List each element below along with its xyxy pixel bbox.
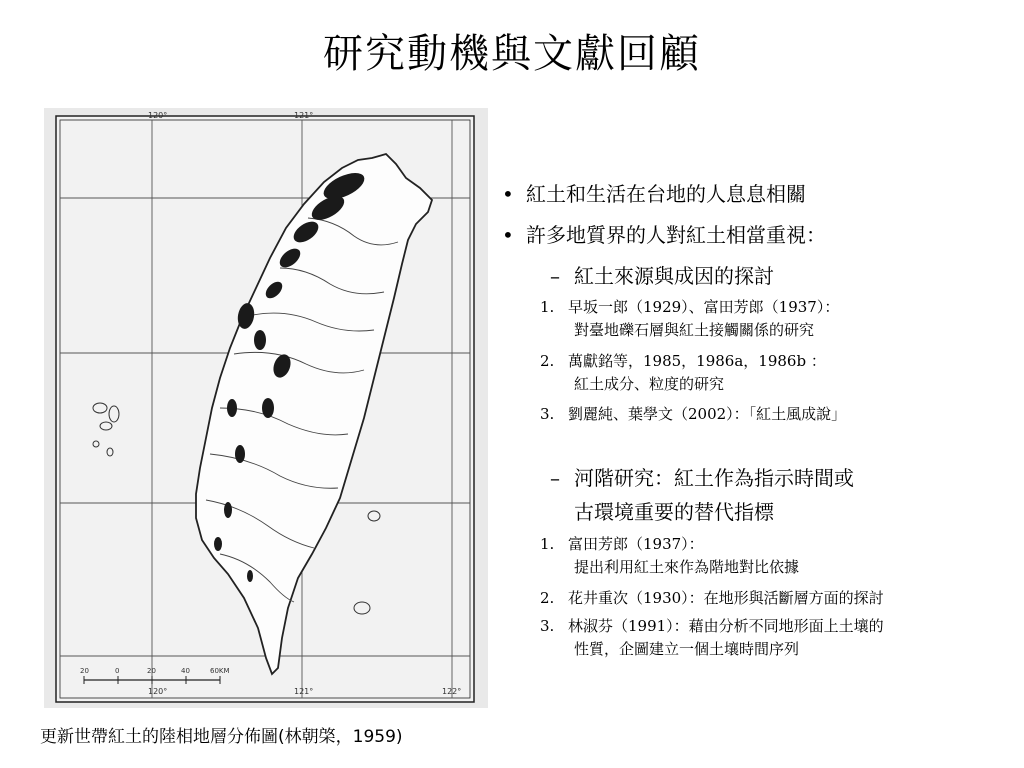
section-1-ref-3	[540, 403, 846, 424]
ref-line2: 對臺地礫石層與紅土接觸關係的研究	[574, 321, 815, 339]
section-2-ref-3	[540, 615, 884, 659]
text-content	[502, 0, 1017, 768]
section-2-ref-1	[540, 533, 799, 577]
ref-number: 1.	[540, 298, 555, 316]
ref-line1: 劉麗純、葉學文（2002）：「紅土風成說」	[568, 405, 847, 423]
ref-number: 2.	[540, 352, 555, 370]
lon-label-top-121: 121°	[294, 111, 314, 120]
ref-line1: 萬獻銘等，1985，1986a，1986b ：	[568, 352, 826, 370]
ref-line1: 富田芳郎（1937）：	[568, 535, 704, 553]
section-2-heading-line-2: 古環境重要的替代指標	[574, 500, 774, 524]
lon-label-top-120: 120°	[148, 111, 168, 120]
slide-title: 研究動機與文獻回顧	[323, 31, 701, 77]
scale-label-0: 20	[80, 667, 89, 675]
bullet-marker: •	[502, 223, 514, 247]
map-caption: 更新世帶紅土的陸相地層分佈圖(林朝棨，1959)	[40, 727, 403, 747]
scale-label-2: 20	[147, 667, 156, 675]
ref-number: 3.	[540, 617, 555, 635]
ref-line2: 性質，企圖建立一個土壤時間序列	[574, 640, 800, 658]
bullet-text: 許多地質界的人對紅土相當重視：	[526, 223, 826, 247]
scale-label-3: 40	[181, 667, 190, 675]
section-marker: –	[550, 264, 560, 288]
taiwan-laterite-map	[44, 108, 488, 708]
scale-label-1: 0	[115, 667, 120, 675]
ref-number: 2.	[540, 589, 555, 607]
section-1-ref-2	[540, 350, 826, 394]
ref-line1: 早坂一郎（1929）、富田芳郎（1937）：	[568, 298, 840, 316]
section-2-heading	[550, 462, 854, 491]
section-1-heading	[550, 260, 774, 289]
section-1-ref-1	[540, 296, 839, 340]
lon-label-bottom-122: 122°	[442, 687, 462, 696]
lon-label-bottom-121: 121°	[294, 687, 314, 696]
ref-line1: 林淑芬（1991）：藉由分析不同地形面上土壤的	[568, 617, 884, 635]
ref-line2: 紅土成分、粒度的研究	[574, 375, 725, 393]
map-figure	[44, 108, 488, 708]
section-2-ref-2	[540, 587, 884, 608]
section-heading-line: 紅土來源與成因的探討	[574, 264, 774, 288]
ref-number: 3.	[540, 405, 555, 423]
scale-label-4: 60KM	[210, 667, 230, 675]
bullet-item-2	[502, 219, 826, 248]
section-heading-line: 河階研究：紅土作為指示時間或	[574, 466, 854, 490]
bullet-item-1	[502, 178, 806, 207]
ref-line1: 花井重次（1930）：在地形與活斷層方面的探討	[568, 589, 884, 607]
ref-number: 1.	[540, 535, 555, 553]
lon-label-bottom-120: 120°	[148, 687, 168, 696]
bullet-text: 紅土和生活在台地的人息息相關	[526, 182, 806, 206]
section-marker: –	[550, 466, 560, 490]
ref-line2: 提出利用紅土來作為階地對比依據	[574, 558, 800, 576]
bullet-marker: •	[502, 182, 514, 206]
